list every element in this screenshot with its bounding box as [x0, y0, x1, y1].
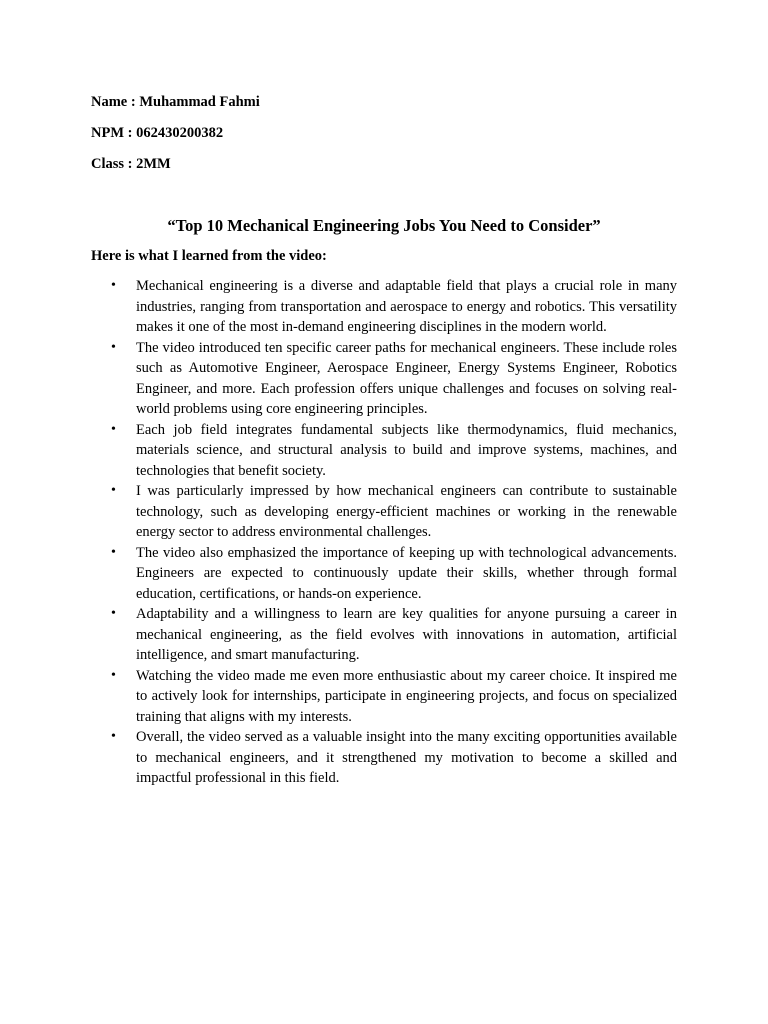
- list-item-text: The video also emphasized the importance of keeping up with technological advancements. Engineers are expected to continuously update their skills, whether through formal education, certifications, or hands-on experience.: [136, 544, 677, 602]
- list-item: [91, 543, 677, 605]
- learning-points-list: [91, 276, 677, 789]
- list-item: [91, 276, 677, 338]
- bullet-icon: •: [111, 606, 116, 621]
- list-item-text: Mechanical engineering is a diverse and adaptable field that plays a crucial role in many industries, ranging from transportation and aerospace to energy and robotics. This versatility makes it one of the most in-demand engineering disciplines in the modern world.: [136, 278, 677, 335]
- student-class: Class : 2MM: [91, 156, 171, 172]
- list-item: [91, 338, 677, 420]
- student-npm: NPM : 062430200382: [91, 125, 224, 141]
- bullet-icon: •: [111, 278, 116, 293]
- list-item: [91, 420, 677, 482]
- list-item: [91, 727, 677, 789]
- list-item: [91, 481, 677, 543]
- list-item-text: The video introduced ten specific career paths for mechanical engineers. These include roles such as Automotive Engineer, Aerospace Engineer, Energy Systems Engineer, Robotics Engineer, and more. Each profession offers unique challenges and focuses on solving real-world problems using core engineering principles.: [136, 339, 677, 417]
- list-item: [91, 604, 677, 666]
- bullet-icon: •: [111, 544, 116, 560]
- list-item-text: Adaptability and a willingness to learn are key qualities for anyone pursuing a career in mechanical engineering, as the field evolves with innovations in automation, artificial intelligence, and smart manufacturing.: [136, 606, 677, 663]
- list-item: [91, 666, 677, 728]
- bullet-icon: •: [111, 483, 116, 498]
- list-item-text: Overall, the video served as a valuable insight into the many exciting opportunities available to mechanical engineers, and it strengthened my motivation to become a skilled and impactful professional in this field.: [136, 729, 677, 786]
- intro-heading: Here is what I learned from the video:: [91, 248, 327, 264]
- bullet-icon: •: [111, 667, 116, 683]
- student-name: Name : Muhammad Fahmi: [91, 94, 260, 110]
- bullet-icon: •: [111, 729, 116, 744]
- document-title: “Top 10 Mechanical Engineering Jobs You Need to Consider”: [167, 216, 601, 235]
- list-item-text: Watching the video made me even more enthusiastic about my career choice. It inspired me to actively look for internships, participate in engineering projects, and focus on specialized training that aligns with my interests.: [136, 667, 677, 725]
- bullet-icon: •: [111, 421, 116, 437]
- list-item-text: I was particularly impressed by how mechanical engineers can contribute to sustainable technology, such as developing energy-efficient machines or working in the renewable energy sector to address environmental challenges.: [136, 483, 677, 540]
- list-item-text: Each job field integrates fundamental subjects like thermodynamics, fluid mechanics, materials science, and structural analysis to build and improve systems, machines, and technologies that benefit society.: [136, 421, 677, 479]
- bullet-icon: •: [111, 339, 116, 355]
